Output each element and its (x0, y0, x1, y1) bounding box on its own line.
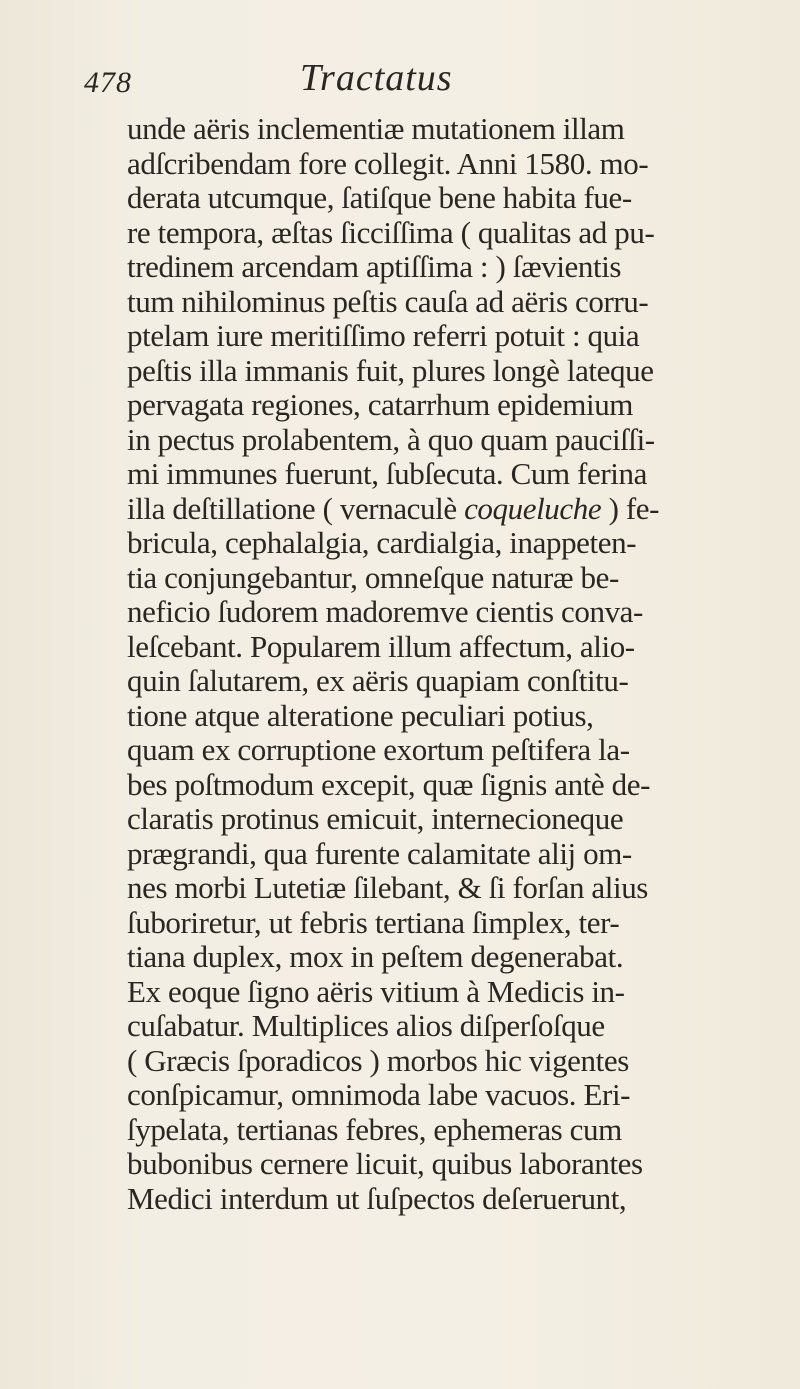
line-text: ( Græcis ſporadicos ) morbos hic vigentes (127, 1042, 629, 1078)
line-text: Ex eoque ſigno aëris vitium à Medicis in- (127, 973, 625, 1009)
line-text: illa deſtillatione ( vernaculè (127, 490, 465, 526)
line-text: peſtis illa immanis fuit, plures longè lateque (127, 352, 654, 388)
line-text: pervagata regiones, catarrhum epidemium (127, 387, 634, 422)
line-text: nes morbi Lutetiæ ſilebant, & ſi forſan alius (127, 870, 648, 905)
running-head: Tractatus (300, 57, 453, 99)
line-text: cuſabatur. Multiplices alios diſperſoſque (127, 1008, 605, 1043)
text-line (127, 216, 767, 251)
line-text: conſpicamur, omnimoda labe vacuos. Eri- (127, 1077, 631, 1112)
text-line (127, 1113, 767, 1148)
text-line (127, 492, 767, 527)
text-line (127, 906, 767, 941)
line-text: re tempora, æſtas ſicciſſima ( qualitas ad pu- (127, 214, 655, 250)
line-text: in pectus prolabentem, à quo quam pauciſſi- (127, 421, 655, 457)
text-line (127, 112, 767, 147)
text-line (127, 975, 767, 1010)
text-line (127, 561, 767, 596)
line-text: tia conjungebantur, omneſque naturæ be- (127, 559, 619, 595)
line-text: mi immunes fuerunt, ſubſecuta. Cum ferina (127, 456, 647, 491)
text-line (127, 871, 767, 906)
text-line (127, 285, 767, 320)
text-line (127, 1044, 767, 1079)
line-text: adſcribendam fore collegit. Anni 1580. mo- (127, 145, 649, 181)
text-line (127, 733, 767, 768)
text-line (127, 802, 767, 837)
text-line (127, 319, 767, 354)
text-line (127, 526, 767, 561)
line-text: derata utcumque, ſatiſque bene habita fue- (127, 180, 632, 215)
text-line (127, 457, 767, 492)
line-text: unde aëris inclementiæ mutationem illam (127, 111, 625, 146)
line-text: Medici interdum ut ſuſpectos deſeruerunt, (127, 1180, 627, 1216)
line-text: tiana duplex, mox in peſtem degenerabat. (127, 939, 624, 974)
text-line (127, 630, 767, 665)
line-text: leſcebant. Popularem illum affectum, alio- (127, 628, 635, 664)
line-text: bes poſtmodum excepit, quæ ſignis antè de- (127, 766, 651, 802)
line-text: neficio ſudorem madoremve cientis conva- (127, 594, 643, 629)
text-line (127, 388, 767, 423)
line-text: bubonibus cernere licuit, quibus laborantes (127, 1146, 643, 1181)
text-line (127, 1009, 767, 1044)
text-line (127, 250, 767, 285)
line-text: bricula, cephalalgia, cardialgia, inappeten- (127, 525, 637, 560)
text-line (127, 940, 767, 975)
page-header (0, 56, 800, 106)
line-text: prægrandi, qua furente calamitate alij om- (127, 835, 632, 871)
line-text: ſuboriretur, ut febris tertiana ſimplex, ter- (127, 904, 620, 940)
line-text: ) fe- (601, 490, 660, 526)
line-text: ptelam iure meritiſſimo referri potuit : quia (127, 318, 640, 353)
text-line (127, 768, 767, 803)
text-line (127, 1078, 767, 1113)
line-text: quin ſalutarem, ex aëris quapiam conſtitu- (127, 663, 629, 698)
text-line (127, 423, 767, 458)
text-line (127, 181, 767, 216)
text-line (127, 837, 767, 872)
italic-word: coqueluche (464, 490, 602, 526)
text-line (127, 354, 767, 389)
text-line (127, 699, 767, 734)
line-text: claratis protinus emicuit, internecioneque (127, 801, 624, 836)
body-text (127, 112, 767, 1216)
page-number: 478 (84, 66, 132, 99)
text-line (127, 147, 767, 182)
line-text: ſypelata, tertianas febres, ephemeras cum (127, 1111, 622, 1147)
text-line (127, 664, 767, 699)
line-text: tum nihilominus peſtis cauſa ad aëris corru- (127, 283, 649, 319)
text-line (127, 1147, 767, 1182)
line-text: tione atque alteratione peculiari potius, (127, 697, 594, 733)
line-text: tredinem arcendam aptiſſima : ) ſævientis (127, 249, 622, 284)
text-line (127, 595, 767, 630)
line-text: quam ex corruptione exortum peſtifera la- (127, 732, 630, 767)
text-line (127, 1182, 767, 1217)
